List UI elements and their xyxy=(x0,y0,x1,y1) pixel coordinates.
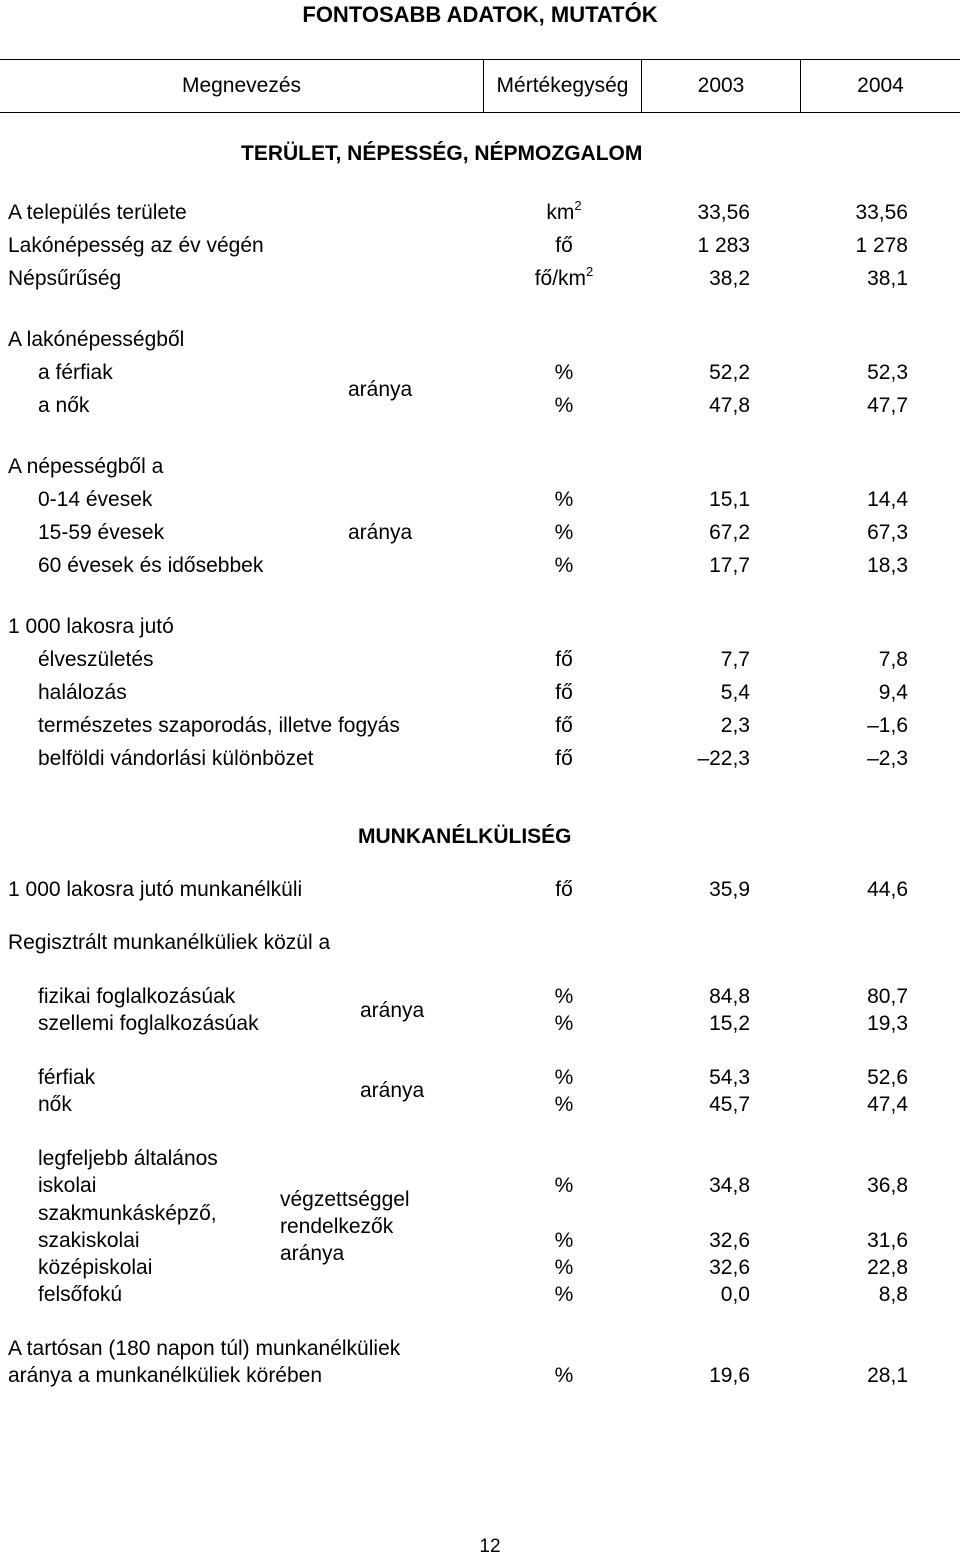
row-value-2003: 17,7 xyxy=(709,554,750,577)
row-label: szakiskolai xyxy=(38,1229,140,1252)
row-unit: $km^2$ xyxy=(546,198,582,224)
row-value-2003: 15,2 xyxy=(709,1012,750,1035)
row-label: középiskolai xyxy=(38,1256,153,1279)
row-value-2004: 19,3 xyxy=(867,1012,908,1035)
group-share-label: aránya xyxy=(348,521,413,544)
row-unit: % xyxy=(554,985,574,1008)
row-unit: % xyxy=(554,1256,574,1279)
row-unit: % xyxy=(554,361,574,384)
row-value-2004: 52,6 xyxy=(867,1066,908,1089)
row-label: Népsűrűség xyxy=(8,267,122,290)
row-value-2003: 2,3 xyxy=(720,714,750,737)
row-value-2003: 5,4 xyxy=(720,681,750,704)
row-value-2003: 45,7 xyxy=(709,1093,750,1116)
row-value-2003: 1 283 xyxy=(697,234,750,257)
row-value-2004: 67,3 xyxy=(867,521,908,544)
row-value-2004: –2,3 xyxy=(867,747,908,770)
row-unit: fő xyxy=(555,878,573,901)
row-label: szakmunkásképző, xyxy=(38,1202,217,1225)
row-label: felsőfokú xyxy=(38,1283,123,1306)
section-title-population: TERÜLET, NÉPESSÉG, NÉPMOZGALOM xyxy=(241,142,643,165)
row-value-2003: 32,6 xyxy=(709,1229,750,1252)
row-value-2003: 47,8 xyxy=(709,394,750,417)
row-value-2003: 52,2 xyxy=(709,361,750,384)
row-label: Lakónépesség az év végén xyxy=(8,234,264,257)
row-unit: fő xyxy=(555,648,573,671)
group-heading: Regisztrált munkanélküliek közül a xyxy=(8,931,331,954)
row-unit: % xyxy=(554,554,574,577)
row-label: 0-14 évesek xyxy=(38,488,153,511)
row-unit: % xyxy=(554,1229,574,1252)
row-value-2003: 54,3 xyxy=(709,1066,750,1089)
col-header-2003: 2003 xyxy=(697,74,745,97)
row-value-2004: 18,3 xyxy=(867,554,908,577)
row-value-2004: –1,6 xyxy=(867,714,908,737)
row-value-2004: 28,1 xyxy=(867,1364,908,1387)
row-label: férfiak xyxy=(38,1066,96,1089)
row-value-2004: 47,7 xyxy=(867,394,908,417)
row-value-2003: 33,56 xyxy=(697,201,750,224)
row-value-2004: 8,8 xyxy=(878,1283,908,1306)
row-value-2004: 33,56 xyxy=(855,201,908,224)
row-label: a nők xyxy=(38,394,90,417)
row-value-2003: 35,9 xyxy=(709,878,750,901)
row-value-2004: 22,8 xyxy=(867,1256,908,1279)
row-value-2003: 34,8 xyxy=(709,1174,750,1197)
page-title: FONTOSABB ADATOK, MUTATÓK xyxy=(302,2,658,27)
col-header-name: Megnevezés xyxy=(181,74,302,97)
row-unit: % xyxy=(554,1066,574,1089)
row-label: iskolai xyxy=(38,1174,97,1197)
group-heading: A lakónépességből xyxy=(8,328,185,351)
row-value-2004: 52,3 xyxy=(867,361,908,384)
row-unit: % xyxy=(554,488,574,511)
group-share-label: végzettséggel xyxy=(280,1188,410,1211)
group-heading: A népességből a xyxy=(8,455,164,478)
row-value-2003: 15,1 xyxy=(709,488,750,511)
row-value-2004: 9,4 xyxy=(878,681,908,704)
row-label: 60 évesek és idősebbek xyxy=(38,554,264,577)
section-title-unemployment: MUNKANÉLKÜLISÉG xyxy=(358,825,572,848)
row-value-2003: 19,6 xyxy=(709,1364,750,1387)
row-label: legfeljebb általános xyxy=(38,1147,218,1170)
row-unit: $fő/km^2$ xyxy=(534,264,594,290)
row-value-2004: 7,8 xyxy=(878,648,908,671)
group-share-label: aránya xyxy=(360,999,425,1022)
row-value-2003: 32,6 xyxy=(709,1256,750,1279)
col-header-unit: Mértékegység xyxy=(496,74,629,97)
row-value-2004: 80,7 xyxy=(867,985,908,1008)
row-value-2003: –22,3 xyxy=(697,747,750,770)
row-label: A település területe xyxy=(8,201,187,224)
row-label: belföldi vándorlási különbözet xyxy=(38,747,314,770)
row-value-2003: 67,2 xyxy=(709,521,750,544)
row-label: fizikai foglalkozásúak xyxy=(38,985,236,1008)
group-share-label: aránya xyxy=(280,1242,345,1265)
row-value-2004: 31,6 xyxy=(867,1229,908,1252)
row-unit: fő xyxy=(555,234,573,257)
row-label: természetes szaporodás, illetve fogyás xyxy=(38,714,400,737)
row-value-2004: 47,4 xyxy=(867,1093,908,1116)
row-label: a férfiak xyxy=(38,361,113,384)
row-unit: % xyxy=(554,521,574,544)
row-value-2004: 14,4 xyxy=(867,488,908,511)
row-label: aránya a munkanélküliek körében xyxy=(8,1364,323,1387)
row-label: nők xyxy=(38,1093,72,1116)
row-label: élveszületés xyxy=(38,648,154,671)
row-unit: % xyxy=(554,394,574,417)
row-value-2003: 84,8 xyxy=(709,985,750,1008)
group-share-label: rendelkezők xyxy=(280,1215,394,1238)
row-label: 1 000 lakosra jutó munkanélküli xyxy=(8,878,303,901)
group-share-label: aránya xyxy=(348,378,413,401)
row-unit: fő xyxy=(555,681,573,704)
row-unit: % xyxy=(554,1012,574,1035)
row-value-2003: 0,0 xyxy=(720,1283,750,1306)
row-value-2003: 38,2 xyxy=(709,267,750,290)
row-label: szellemi foglalkozásúak xyxy=(38,1012,259,1035)
row-unit: % xyxy=(554,1174,574,1197)
col-header-2004: 2004 xyxy=(857,74,904,97)
row-unit: % xyxy=(554,1093,574,1116)
row-value-2004: 44,6 xyxy=(867,878,908,901)
group-heading: 1 000 lakosra jutó xyxy=(8,615,174,638)
row-value-2004: 38,1 xyxy=(867,267,908,290)
row-value-2004: 1 278 xyxy=(855,234,908,257)
page-number: 12 xyxy=(479,1536,501,1557)
row-label: A tartósan (180 napon túl) munkanélküliek xyxy=(8,1337,401,1360)
row-unit: % xyxy=(554,1364,574,1387)
row-label: halálozás xyxy=(38,681,127,704)
header-bottom-rule xyxy=(0,112,960,113)
row-unit: fő xyxy=(555,714,573,737)
row-unit: fő xyxy=(555,747,573,770)
row-value-2003: 7,7 xyxy=(720,648,750,671)
row-label: 15-59 évesek xyxy=(38,521,165,544)
row-unit: % xyxy=(554,1283,574,1306)
group-share-label: aránya xyxy=(360,1079,425,1102)
row-value-2004: 36,8 xyxy=(867,1174,908,1197)
